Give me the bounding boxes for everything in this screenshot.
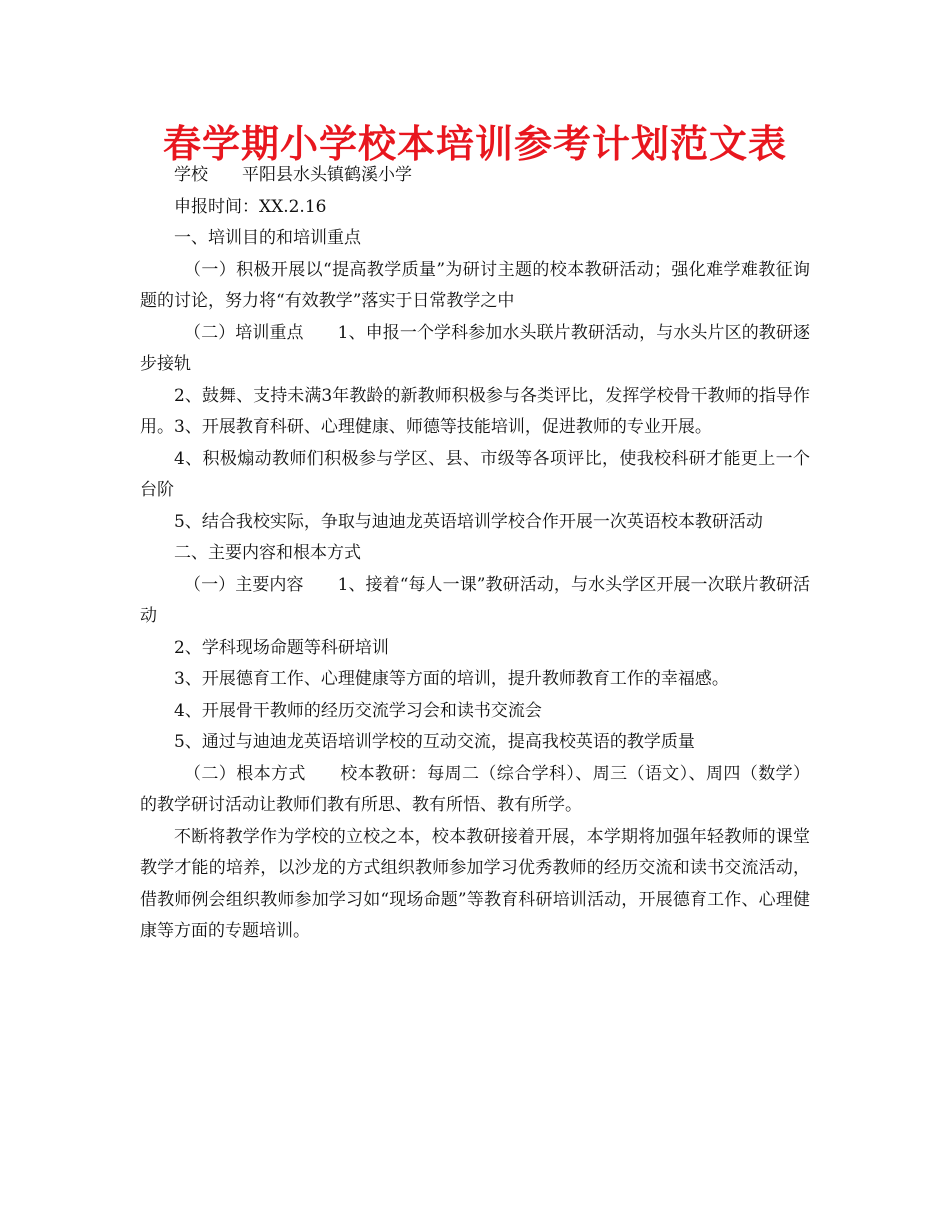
section-2-paragraph-7: 不断将教学作为学校的立校之本，校本教研接着开展，本学期将加强年轻教师的课堂教学才能的培养，以沙龙的方式组织教师参加学习优秀教师的经历交流和读书交流活动，借教师例会组织教师参加学习如“现场命题”等教育科研培训活动，开展德育工作、心理健康等方面的专题培训。 — [140, 826, 810, 941]
document-title: 春学期小学校本培训参考计划范文表 — [162, 122, 787, 166]
paragraph-text: 1、接着“每人一课”教研活动，与水头学区开展一次联片教研活动 — [140, 574, 810, 626]
date-line: 申报时间：XX.2.16 — [174, 196, 327, 217]
school-label: 学校 — [174, 165, 208, 185]
section-2-paragraph-3: 3、开展德育工作、心理健康等方面的培训，提升教师教育工作的幸福感。 — [174, 669, 729, 689]
school-name: 平阳县水头镇鹤溪小学 — [242, 165, 412, 185]
section-2-heading: 二、主要内容和根本方式 — [174, 543, 361, 563]
section-2-paragraph-2: 2、学科现场命题等科研培训 — [174, 637, 389, 658]
section-2-paragraph-5: 5、通过与迪迪龙英语培训学校的互动交流，提高我校英语的教学质量 — [174, 732, 695, 752]
section-1-paragraph-1: （一）积极开展以“提高教学质量”为研讨主题的校本教研活动；强化难学难教征询题的讨论，努力将“有效教学”落实于日常教学之中 — [140, 259, 810, 311]
section-1-heading: 一、培训目的和培训重点 — [174, 228, 361, 248]
section-2-paragraph-4: 4、开展骨干教师的经历交流学习会和读书交流会 — [174, 700, 542, 721]
school-line — [140, 160, 810, 192]
paragraph-label: （一）主要内容 — [184, 574, 304, 595]
section-1-paragraph-4: 4、积极煽动教师们积极参与学区、县、市级等各项评比，使我校科研才能更上一个台阶 — [140, 448, 810, 500]
paragraph-label: （二）培训重点 — [184, 322, 304, 343]
document-body — [140, 160, 810, 948]
section-1-paragraph-5: 5、结合我校实际，争取与迪迪龙英语培训学校合作开展一次英语校本教研活动 — [174, 511, 763, 532]
section-2-paragraph-6 — [140, 759, 810, 822]
paragraph-text: 1、申报一个学科参加水头联片教研活动，与水头片区的教研逐步接轨 — [140, 322, 810, 374]
section-1-paragraph-2 — [140, 318, 810, 381]
paragraph-label: （二）根本方式 — [184, 763, 306, 784]
paragraph-text: 校本教研：每周二（综合学科）、周三（语文）、周四（数学）的教学研讨活动让教师们教有所思、教有所悟、教有所学。 — [140, 763, 811, 815]
section-2-paragraph-1 — [140, 570, 810, 633]
section-1-paragraph-3: 2、鼓舞、支持未满3年教龄的新教师积极参与各类评比，发挥学校骨干教师的指导作用。3、开展教育科研、心理健康、师德等技能培训，促进教师的专业开展。 — [140, 385, 810, 437]
